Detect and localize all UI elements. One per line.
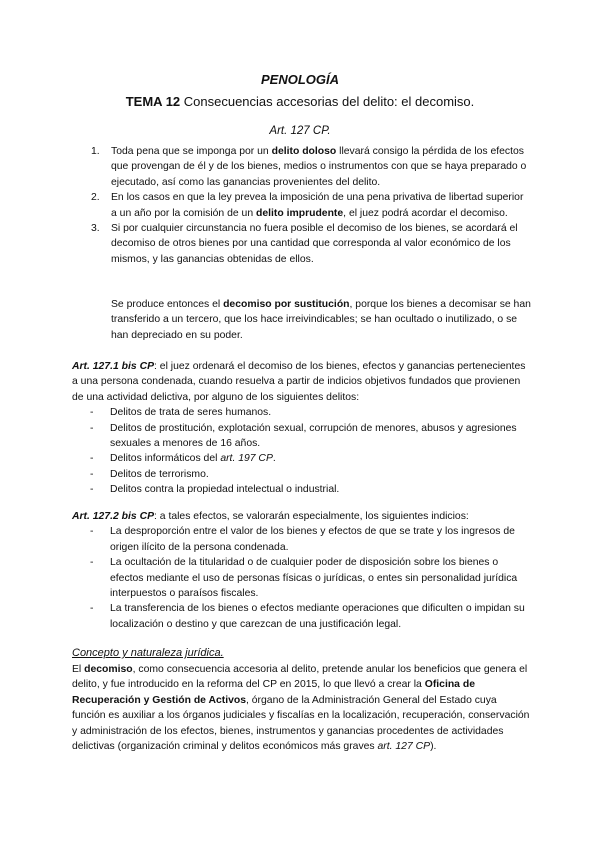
paragraph-italic-ref: art. 127 CP	[377, 741, 431, 753]
item-text: Delitos informáticos del	[110, 453, 221, 465]
article-label: Art. 127.2 bis CP	[72, 511, 155, 522]
crimes-list	[72, 405, 532, 497]
dash-bullet: -	[90, 468, 94, 480]
item-number: 3.	[91, 223, 100, 235]
paragraph-text: El	[72, 664, 85, 675]
list-item	[72, 555, 532, 601]
article-label: Art. 127.1 bis CP	[72, 361, 155, 372]
list-item	[72, 451, 532, 466]
item-text: , el juez podrá acordar el decomiso.	[343, 207, 508, 219]
article-127-heading: Art. 127 CP.	[269, 125, 331, 137]
dash-bullet: -	[90, 526, 94, 538]
item-text: Delitos de trata de seres humanos.	[110, 407, 272, 419]
item-italic-ref: art. 197 CP	[220, 453, 273, 465]
item-text: Delitos contra la propiedad intelectual o industrial.	[110, 484, 340, 496]
list-item	[72, 482, 532, 497]
paragraph-bold-term: Oficina de Recuperación y Gestión de Activos	[72, 679, 475, 706]
dash-bullet: -	[90, 422, 94, 434]
paragraph-text: Se produce entonces el	[111, 299, 224, 310]
list-item	[91, 144, 531, 190]
paragraph-text: ).	[430, 741, 437, 753]
substitution-paragraph	[111, 297, 531, 343]
item-bold-term: delito imprudente	[256, 207, 344, 219]
item-number: 1.	[91, 146, 100, 157]
list-item	[91, 190, 531, 221]
dash-bullet: -	[90, 484, 94, 496]
article-127-2-bis-section	[72, 509, 532, 632]
paragraph-text: , como consecuencia accesoria al delito, pretende anular los beneficios que genera el delito, y fue introducido en la reforma del CP en 2015, lo que llevó a crear la	[72, 664, 528, 691]
article-127-2-bis-intro	[72, 509, 532, 524]
item-text: La desproporción entre el valor de los bienes y efectos de que se trate y los ingresos de origen ilícito de la persona condenada.	[110, 526, 515, 553]
article-text: : a tales efectos, se valorarán especialmente, los siguientes indicios:	[154, 511, 469, 522]
concept-heading: Concepto y naturaleza jurídica.	[72, 647, 224, 659]
article-text: : el juez ordenará el decomiso de los bienes, efectos y ganancias pertenecientes a una persona condenada, cuando resuelva a partir de indicios objetivos fundados que provienen de una actividad delictiva, por alguno de los siguientes delitos:	[72, 361, 526, 403]
item-text: Delitos de prostitución, explotación sexual, corrupción de menores, abusos y agresiones sexuales a menores de 16 años.	[110, 422, 517, 450]
item-text: Delitos de terrorismo.	[110, 468, 209, 480]
list-item	[72, 405, 532, 420]
paragraph-bold-term: decomiso por sustitución	[223, 299, 350, 310]
list-item	[91, 221, 531, 267]
paragraph-bold-term: decomiso	[84, 664, 133, 675]
subtitle-topic-number: TEMA 12	[125, 94, 181, 109]
item-text: Toda pena que se imponga por un	[111, 146, 272, 157]
article-127-1-bis-intro	[72, 359, 532, 405]
item-number: 2.	[91, 192, 100, 204]
concept-paragraph	[72, 662, 532, 754]
subtitle-topic-text: Consecuencias accesorias del delito: el decomiso.	[180, 94, 475, 109]
item-text: En los casos en que la ley prevea la imposición de una pena privativa de libertad superior a un año por la comisión de un	[111, 192, 524, 219]
list-item	[72, 601, 532, 632]
item-text: La ocultación de la titularidad o de cualquier poder de disposición sobre los bienes o efectos mediante el uso de personas físicas o jurídicas, o entes sin personalidad jurídica interpuestos o paraísos fiscales.	[110, 557, 518, 600]
item-text: Si por cualquier circunstancia no fuera posible el decomiso de los bienes, se acordará el decomiso de otros bienes por una cantidad que corresponda al valor económico de los mismos, y las ganancias obtenidas de ellos.	[111, 223, 518, 265]
list-item	[72, 421, 532, 452]
item-text: .	[272, 453, 276, 465]
item-text: llevará consigo la pérdida de los efectos que provengan de él y de los bienes, medios o instrumentos con que se haya preparado o ejecutado, así como las ganancias provenientes del delito.	[111, 146, 527, 188]
article-127-1-bis-section	[72, 359, 532, 498]
list-item	[72, 467, 532, 482]
item-text: La transferencia de los bienes o efectos mediante operaciones que dificulten o impidan su localización o destino y que carezcan de una justificación legal.	[110, 603, 525, 630]
paragraph-text: , órgano de la Administración General del Estado cuya función es auxiliar a los órganos judiciales y fiscalías en la localización, recuperación, conservación y administración de los efectos, bienes, instrumentos y ganancias procedentes de actividades delictivas (organización criminal y delitos económicos más graves	[72, 694, 530, 753]
list-item	[72, 524, 532, 555]
dash-bullet: -	[90, 453, 94, 465]
indicators-list	[72, 524, 532, 632]
item-bold-term: delito doloso	[271, 146, 337, 157]
article-127-list	[91, 144, 531, 267]
dash-bullet: -	[90, 557, 94, 569]
dash-bullet: -	[90, 407, 94, 419]
page-subtitle	[0, 94, 600, 109]
dash-bullet: -	[90, 603, 94, 615]
paragraph-text: , porque los bienes a decomisar se han transferido a un tercero, que los hace irreivindicables; se han ocultado o inutilizado, o se han depreciado en su poder.	[111, 299, 531, 341]
page-title: PENOLOGÍA	[260, 72, 339, 87]
